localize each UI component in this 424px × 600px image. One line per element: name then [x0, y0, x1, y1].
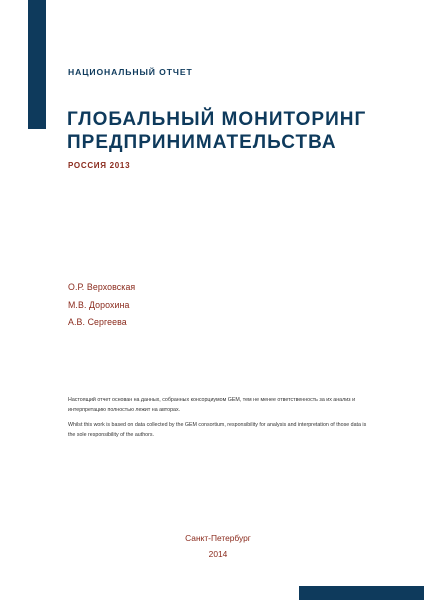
publication-city: Санкт-Петербург	[185, 533, 251, 543]
report-title	[67, 108, 366, 154]
author-name: М.В. Дорохина	[68, 299, 130, 310]
publication-info	[170, 530, 266, 562]
author-name: О.Р. Верховская	[68, 282, 136, 292]
author-name: А.В. Сергеева	[68, 317, 127, 327]
author-list	[68, 283, 135, 336]
publication-year: 2014	[208, 549, 228, 559]
bottom-accent-bar	[299, 586, 424, 600]
report-subtitle: РОССИЯ 2013	[68, 161, 131, 170]
disclaimer-russian: Настоящий отчет основан на данных, собранных консорциумом GEM, тем не менее ответственность за их анализ и интерпретацию полностью лежит на авторах.	[68, 397, 356, 413]
title-line-2: ПРЕДПРИНИМАТЕЛЬСТВА	[67, 132, 337, 153]
top-accent-bar	[28, 0, 46, 129]
disclaimer	[68, 396, 368, 446]
disclaimer-english: Whilst this work is based on data collected by the GEM consortium, responsibility for analysis and interpretation of those data is the sole responsibility of the authors.	[68, 422, 367, 438]
title-line-1: ГЛОБАЛЬНЫЙ МОНИТОРИНГ	[67, 109, 367, 130]
report-type-label: НАЦИОНАЛЬНЫЙ ОТЧЕТ	[68, 67, 193, 77]
